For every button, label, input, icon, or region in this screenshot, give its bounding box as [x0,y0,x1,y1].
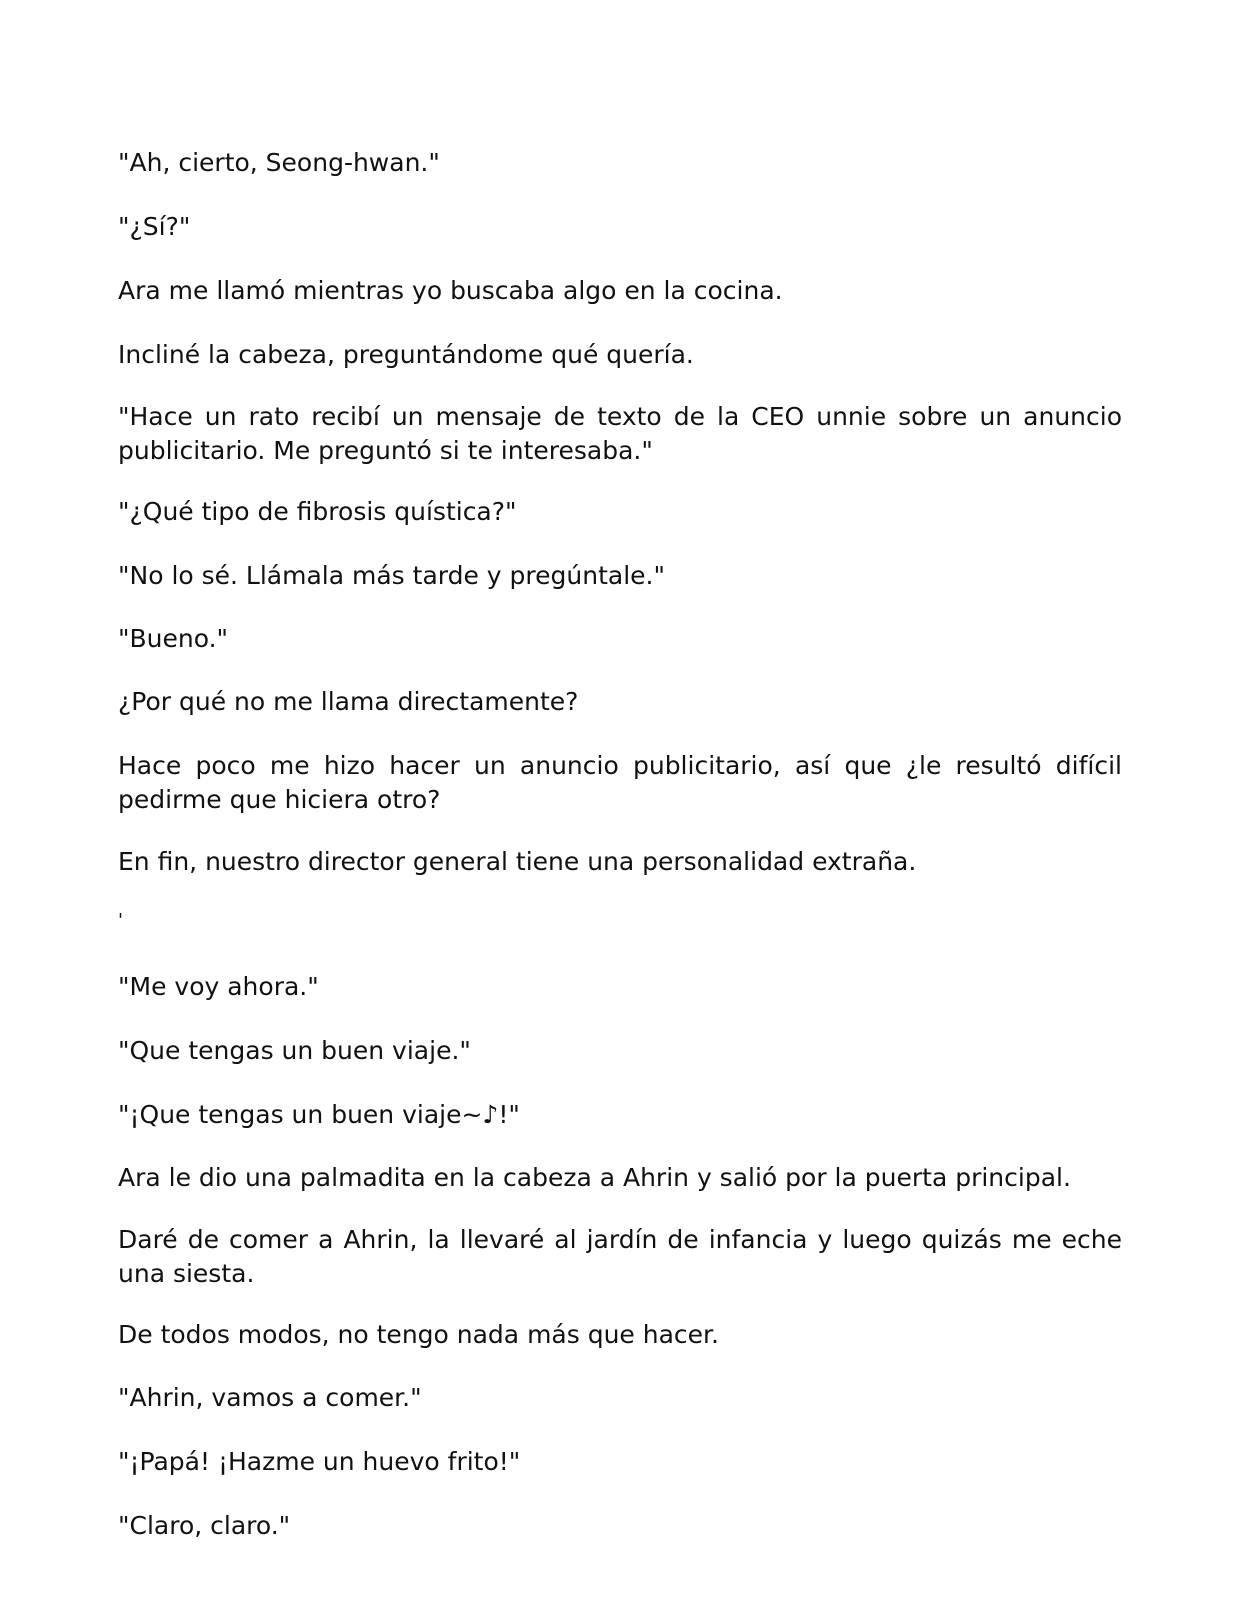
paragraph: "Claro, claro." [118,1511,291,1540]
paragraph: "Ah, cierto, Seong-hwan." [118,148,440,177]
paragraph: De todos modos, no tengo nada más que hacer. [118,1320,719,1349]
paragraph: "¿Qué tipo de fibrosis quística?" [118,497,517,526]
paragraph: "Ahrin, vamos a comer." [118,1383,422,1412]
paragraph: "Bueno." [118,624,229,653]
paragraph: Daré de comer a Ahrin, la llevaré al jardín de infancia y luego quizás me eche una siesta. [118,1225,1122,1288]
paragraph: Ara me llamó mientras yo buscaba algo en la cocina. [118,276,783,305]
paragraph: En fin, nuestro director general tiene una personalidad extraña. [118,847,917,876]
paragraph: "Que tengas un buen viaje." [118,1036,471,1065]
paragraph: "No lo sé. Llámala más tarde y pregúntale." [118,561,665,590]
paragraph: Hace poco me hizo hacer un anuncio publicitario, así que ¿le resultó difícil pedirme que hiciera otro? [118,751,1122,814]
paragraph: ' [118,910,123,931]
paragraph: Incliné la cabeza, preguntándome qué quería. [118,340,694,369]
paragraph: ¿Por qué no me llama directamente? [118,687,579,716]
paragraph: "Me voy ahora." [118,972,319,1001]
paragraph: "¡Que tengas un buen viaje~♪!" [118,1100,520,1129]
paragraph: Ara le dio una palmadita en la cabeza a Ahrin y salió por la puerta principal. [118,1163,1071,1192]
paragraph: "¿Sí?" [118,212,191,241]
paragraph: "¡Papá! ¡Hazme un huevo frito!" [118,1447,521,1476]
paragraph: "Hace un rato recibí un mensaje de texto de la CEO unnie sobre un anuncio publicitario. Me preguntó si te interesaba." [118,402,1122,465]
